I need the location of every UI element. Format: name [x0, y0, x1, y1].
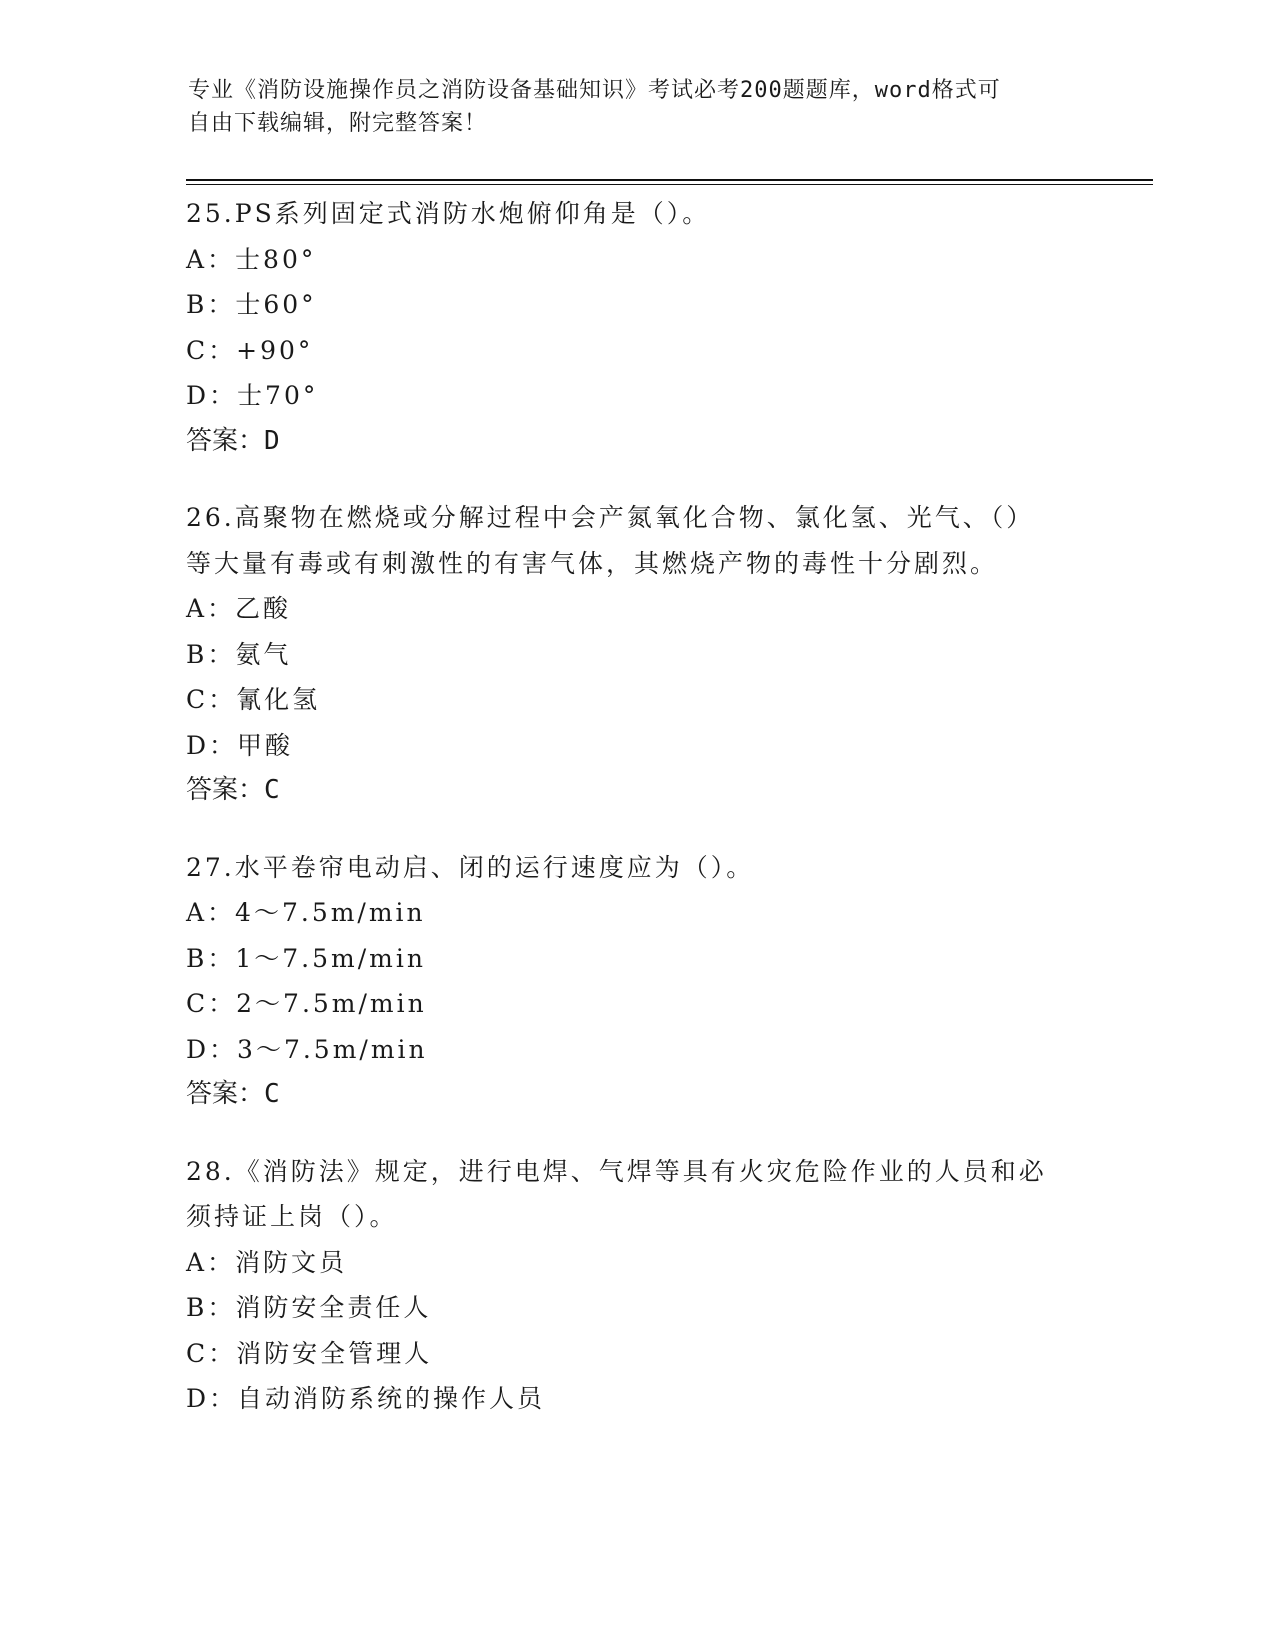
option-d: D：自动消防系统的操作人员 [186, 1384, 546, 1413]
option-b: B：1～7.5m/min [186, 943, 426, 973]
question-27 [186, 845, 1086, 1118]
question-25 [186, 191, 1086, 464]
answer: 答案：C [186, 1079, 280, 1109]
question-stem-line-2: 须持证上岗（）。 [186, 1202, 398, 1231]
header-line-2: 自由下载编辑，附完整答案！ [188, 111, 488, 136]
option-c: C：消防安全管理人 [186, 1338, 433, 1368]
option-d: D：甲酸 [186, 730, 294, 760]
option-b: B：消防安全责任人 [186, 1293, 432, 1322]
option-a: A：4～7.5m/min [186, 898, 426, 927]
option-a: A：消防文员 [186, 1247, 348, 1277]
question-stem-line-1: 28.《消防法》规定，进行电焊、气焊等具有火灾危险作业的人员和必 [186, 1156, 1047, 1186]
question-28 [186, 1149, 1086, 1422]
option-c: C：+90° [186, 335, 314, 365]
option-c: C：氰化氢 [186, 685, 321, 714]
option-a: A：士80° [186, 244, 317, 274]
option-b: B：士60° [186, 290, 317, 319]
option-a: A：乙酸 [186, 594, 292, 623]
option-c: C：2～7.5m/min [186, 989, 427, 1018]
question-26 [186, 495, 1086, 814]
option-b: B：氨气 [186, 639, 292, 669]
document-header [188, 74, 1088, 140]
question-stem: 27.水平卷帘电动启、闭的运行速度应为（）。 [186, 852, 755, 882]
answer: 答案：C [186, 775, 280, 805]
answer: 答案：D [186, 425, 280, 456]
option-d: D：士70° [186, 381, 319, 410]
header-line-1: 专业《消防设施操作员之消防设备基础知识》考试必考200题题库，word格式可 [188, 78, 1001, 103]
header-divider-thin [186, 184, 1153, 185]
question-list [186, 191, 1086, 1453]
question-stem-line-1: 26.高聚物在燃烧或分解过程中会产氮氧化合物、氯化氢、光气、（） [186, 503, 1035, 532]
header-divider-thick [186, 179, 1153, 181]
question-stem: 25.PS系列固定式消防水炮俯仰角是（）。 [186, 199, 711, 228]
option-d: D：3～7.5m/min [186, 1034, 428, 1064]
question-stem-line-2: 等大量有毒或有刺激性的有害气体，其燃烧产物的毒性十分剧烈。 [186, 548, 999, 578]
